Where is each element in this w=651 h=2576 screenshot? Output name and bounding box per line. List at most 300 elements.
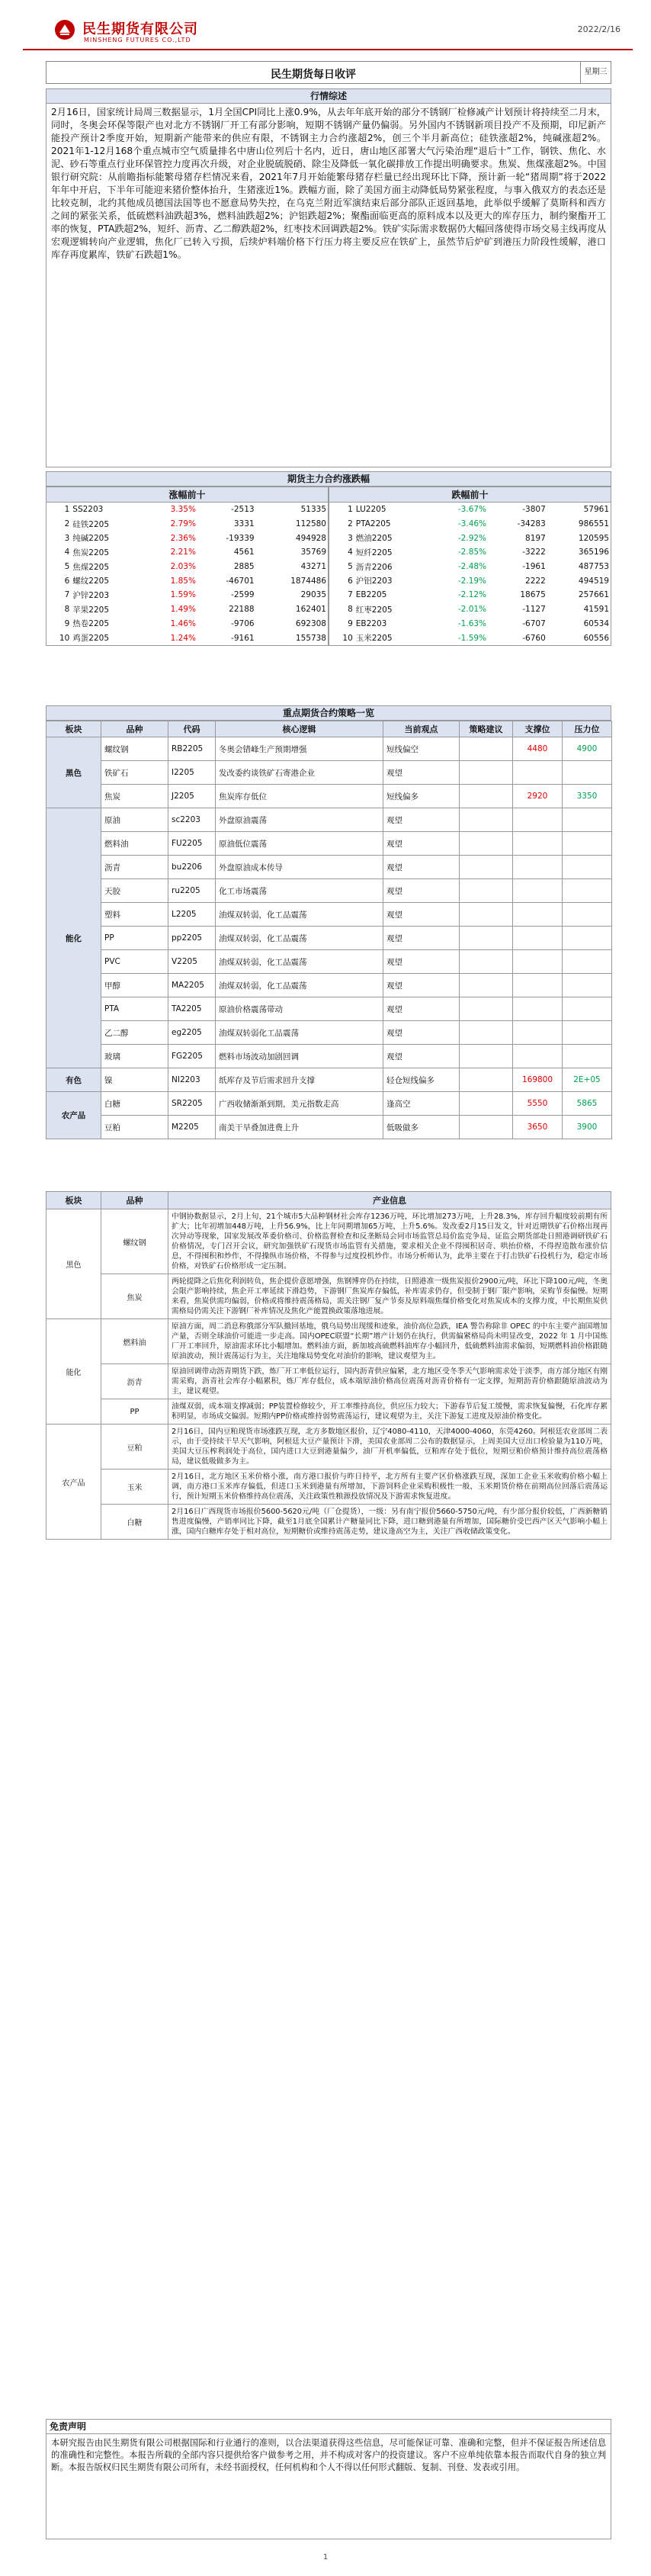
- sector-cell: 农产品: [46, 1092, 101, 1139]
- contract-code: 沪铝2203: [355, 577, 393, 586]
- position-change: -34283: [517, 519, 546, 529]
- strategy-row: [46, 997, 612, 1021]
- strategy-advice: [460, 856, 513, 879]
- ranking-row: [329, 503, 611, 517]
- strategy-row: [46, 1021, 612, 1045]
- pct-change: -2.48%: [457, 562, 487, 572]
- pct-change: 1.85%: [170, 576, 196, 586]
- rank-number: 8: [64, 605, 70, 615]
- contract-code: M2205: [168, 1116, 216, 1139]
- support-level: [513, 974, 563, 997]
- open-interest: 35769: [300, 548, 326, 557]
- strategy-row: [46, 856, 612, 879]
- support-level: [513, 879, 563, 903]
- strategy-row: [46, 1116, 612, 1139]
- rank-number: 6: [64, 576, 70, 586]
- sector-cell: 有色: [46, 1068, 101, 1092]
- rank-number: 1: [64, 505, 70, 515]
- pct-change: 1.46%: [170, 618, 196, 628]
- support-level: 5550: [513, 1092, 563, 1116]
- summary-text: 2月16日，国家统计局周三数据显示，1月全国CPI同比上涨0.9%，从去年年底开始的部分不锈钢厂检修减产计划预计将持续至二月末，同时，冬奥会环保等限产也对北方不锈钢厂开工有部分影响，短期不锈钢产量仍偏弱。另外国内不锈钢新项目投产不及预期，印尼新产能投产预计2季度开始，短期新产能带来的供应有限，不锈钢主力合约涨超2%，创三个半月新高位；硅铁涨超2%，纯碱涨超2%。2021年1-12月168个重点城市空气质量排名中唐山位列后十名内，近日，唐山地区部署大气污染治理“退后十”工作，钢铁、焦化、水泥、砂石等重点行业环保管控力度再次升级，对企业脱硫脱硝、除尘及降低一氧化碳排放工作提出明确要求。焦炭、焦煤涨超2%。中国银行研究院：从前瞻指标能繁母猪存栏情况来看，2021年7月开始能繁母猪存栏量已经出现环比下降，预计新一轮“猪周期”将于2022年年中开启，下半年可能迎来猪价整体抬升，生猪涨近1%。跌幅方面，除了美国方面主动降低局势紧张程度，与事入俄双方的表态还是比较克制，北约其他成员德国法国等也不愿意局势失控，在乌克兰附近军演结束后部分部队正返回基地，此举似乎缓解了莫斯科和西方之间的紧张关系，低硫燃料油跌超3%，燃料油跌超2%；沪铝跌超2%；聚酯面临更高的原料成本以及更大的库存压力，制约聚酯开工率的恢复，PTA跌超2%，短纤、沥青、乙二醇跌超2%，红枣技术回调跌超2%。铁矿实际需求数据仍大幅回落使得市场交易主线再度从宏观逻辑转向产业逻辑，焦化厂已转入亏损，后续炉料端价格下行压力将主要反应在铁矿上，虽然节后炉矿到港压力阶段性缓解，港口库存再度累库，铁矿石跌超1%。: [46, 103, 611, 467]
- ranking-row: [46, 588, 328, 602]
- core-logic: 原油价格震荡带动: [216, 997, 383, 1021]
- strategy-advice: [460, 785, 513, 808]
- position-change: 22188: [229, 605, 255, 615]
- strategy-row: [46, 808, 612, 832]
- rank-number: 2: [348, 519, 353, 529]
- position-change: -3222: [522, 548, 546, 557]
- strategy-row: [46, 1068, 612, 1092]
- support-level: [513, 903, 563, 927]
- industry-text: 原油回调带动沥青期货下跌，炼厂开工率低位运行，国内沥青供应偏紧，北方地区受冬季天气影响需求处于淡季，南方部分地区有刚需采购，沥青社会库存小幅累积，炼厂库存低位，成本端原油价格高位震荡对沥青价格有一定支撑，短期沥青价格跟随原油波动为主，建议观望。: [168, 1364, 611, 1399]
- industry-row: [46, 1425, 611, 1469]
- ranking-row: [46, 545, 328, 560]
- strategy-row: [46, 785, 612, 808]
- contract-code: I2205: [168, 761, 216, 785]
- current-view: 观望: [383, 808, 460, 832]
- variety-name: PP: [101, 1399, 168, 1425]
- resistance-level: 4900: [563, 737, 612, 761]
- position-change: 8197: [525, 533, 546, 543]
- resistance-level: [563, 903, 612, 927]
- pct-change: 2.21%: [170, 548, 196, 557]
- strategy-row: [46, 974, 612, 997]
- rank-number: 7: [64, 590, 70, 600]
- disclaimer-header: 免责声明: [46, 2419, 611, 2434]
- ranking-row: [329, 573, 611, 588]
- industry-text: 原油方面，周二消息称俄部分军队撤回基地，俄乌局势出现缓和迹象，油价高位急跌，IEA 警告称除非 OPEC 的中东主要产油国增加产量，否则全球油价可能进一步走高。国内OPEC联盟“长期”增产计划仍在执行，供需偏紧格局尚未明显改变，2022 年 1 月中国炼厂开工率回升，原油需求环比小幅增加。燃料油方面，新加坡高硫燃料油库存小幅回升，低硫燃料油需求偏弱，短期燃料油价格跟随原油波动，预计震荡运行为主，关注地缘局势变化对油价的影响，建议观望为主。: [168, 1319, 611, 1364]
- strategy-column-header: 当前观点: [383, 721, 460, 737]
- resistance-level: 3350: [563, 785, 612, 808]
- core-logic: 冬奥会错峰生产预期增强: [216, 737, 383, 761]
- contract-code: 焦煤2205: [72, 562, 110, 572]
- ranking-row: [46, 602, 328, 617]
- support-level: [513, 1021, 563, 1045]
- strategy-advice: [460, 737, 513, 761]
- strategy-advice: [460, 997, 513, 1021]
- losers-table: [329, 503, 611, 645]
- current-view: 观望: [383, 1045, 460, 1068]
- contract-code: 螺纹2205: [72, 577, 110, 586]
- strategy-row: [46, 879, 612, 903]
- current-view: 观望: [383, 832, 460, 856]
- support-level: [513, 808, 563, 832]
- position-change: -9706: [231, 618, 255, 628]
- sector-cell: 能化: [46, 1319, 101, 1425]
- open-interest: 43271: [300, 562, 326, 572]
- open-interest: 487753: [578, 562, 609, 572]
- rank-number: 7: [348, 590, 353, 600]
- open-interest: 155738: [295, 633, 326, 643]
- contract-code: MA2205: [168, 974, 216, 997]
- core-logic: 油煤双转弱化工品震荡: [216, 1021, 383, 1045]
- rank-number: 5: [64, 562, 70, 572]
- contract-code: L2205: [168, 903, 216, 927]
- variety-name: 甲醇: [101, 974, 168, 997]
- strategy-table: [46, 721, 612, 1139]
- core-logic: 油煤双转弱，化工品震荡: [216, 927, 383, 950]
- industry-text: 两轮提降之后焦化利润转负，焦企提价意愿增强，焦钢博弈仍在持续，日照港准一级焦炭报价2900元/吨，环比下降100元/吨，冬奥会限产影响持续，焦企开工率延续下滑趋势，下游钢厂焦炭库存偏低，补库需求仍存，但受制于钢厂限产影响，采购节奏偏慢。短期来看，焦炭供需均偏弱，价格或将维持震荡格局，需关注钢厂复产节奏及原料端焦煤价格变化对焦炭成本的支撑力度，中长期焦炭供需格局仍需关注下游钢厂补库情况及焦化产能置换政策落地进展。: [168, 1274, 611, 1319]
- resistance-level: [563, 950, 612, 974]
- variety-name: 镍: [101, 1068, 168, 1092]
- resistance-level: [563, 974, 612, 997]
- contract-code: bu2206: [168, 856, 216, 879]
- variety-name: 天胶: [101, 879, 168, 903]
- industry-row: [46, 1209, 611, 1274]
- contract-code: SS2203: [72, 505, 104, 515]
- contract-code: TA2205: [168, 997, 216, 1021]
- open-interest: 120595: [578, 533, 609, 543]
- core-logic: 南美干旱叠加进费上升: [216, 1116, 383, 1139]
- variety-name: 铁矿石: [101, 761, 168, 785]
- support-level: [513, 832, 563, 856]
- strategy-advice: [460, 761, 513, 785]
- open-interest: 986551: [578, 519, 609, 529]
- sector-cell: 农产品: [46, 1425, 101, 1540]
- strategy-row: [46, 1045, 612, 1068]
- support-level: [513, 761, 563, 785]
- strategy-row: [46, 950, 612, 974]
- variety-name: PP: [101, 927, 168, 950]
- variety-name: 燃料油: [101, 1319, 168, 1364]
- contract-code: NI2203: [168, 1068, 216, 1092]
- strategy-row: [46, 903, 612, 927]
- ranking-row: [329, 545, 611, 560]
- core-logic: 外盘原油成本传导: [216, 856, 383, 879]
- ranking-row: [329, 602, 611, 617]
- resistance-level: [563, 927, 612, 950]
- open-interest: 41591: [583, 605, 609, 615]
- support-level: 3650: [513, 1116, 563, 1139]
- industry-column-header: 品种: [101, 1192, 168, 1209]
- weekday-label: 星期三: [580, 62, 611, 83]
- variety-name: 焦炭: [101, 785, 168, 808]
- pct-change: 2.03%: [170, 562, 196, 572]
- strategy-section-header: 重点期货合约策略一览: [46, 705, 611, 721]
- contract-code: sc2203: [168, 808, 216, 832]
- position-change: -3807: [522, 505, 546, 515]
- current-view: 观望: [383, 1021, 460, 1045]
- pct-change: -2.12%: [457, 590, 487, 600]
- industry-text: 2月16日广西现货市场报价5600-5620元/吨（厂仓提货），一级：另有南宁报价5660-5750元/吨，有少部分报价较低，广西新糖销售进度偏慢，产销率同比下降，截至1月底全国累计产糖量同比下降，进口糖到港量有所增加，国际糖价受巴西产区天气影响小幅上涨，国内白糖库存处于相对高位，短期糖价或维持震荡走势，建议逢高空为主，关注广西收储政策变化。: [168, 1505, 611, 1540]
- support-level: 2920: [513, 785, 563, 808]
- ranking-row: [329, 517, 611, 532]
- pct-change: -1.63%: [457, 618, 487, 628]
- contract-code: EB2203: [355, 618, 387, 628]
- industry-column-header: 产业信息: [168, 1192, 611, 1209]
- pct-change: 1.59%: [170, 590, 196, 600]
- strategy-advice: [460, 808, 513, 832]
- core-logic: 广西收储渐渐到期，美元指数走高: [216, 1092, 383, 1116]
- strategy-advice: [460, 1116, 513, 1139]
- pct-change: -2.19%: [457, 576, 487, 586]
- variety-name: 沥青: [101, 1364, 168, 1399]
- strategy-advice: [460, 1021, 513, 1045]
- ranking-row: [329, 631, 611, 645]
- strategy-advice: [460, 1092, 513, 1116]
- core-logic: 燃料市场波动加剧回调: [216, 1045, 383, 1068]
- contract-code: FU2205: [168, 832, 216, 856]
- contract-code: 玉米2205: [355, 634, 393, 644]
- industry-row: [46, 1505, 611, 1540]
- contract-code: pp2205: [168, 927, 216, 950]
- contract-code: ru2205: [168, 879, 216, 903]
- open-interest: 692308: [295, 618, 326, 628]
- contract-code: 沪锌2203: [72, 590, 110, 600]
- pct-change: -3.46%: [457, 519, 487, 529]
- resistance-level: [563, 761, 612, 785]
- gainers-table: [46, 503, 328, 645]
- variety-name: 沥青: [101, 856, 168, 879]
- rank-number: 4: [64, 548, 70, 557]
- ranking-row: [329, 588, 611, 602]
- resistance-level: [563, 856, 612, 879]
- resistance-level: [563, 808, 612, 832]
- ranking-row: [46, 573, 328, 588]
- variety-name: 白糖: [101, 1092, 168, 1116]
- support-level: [513, 997, 563, 1021]
- support-level: 169800: [513, 1068, 563, 1092]
- contract-code: 硅铁2205: [72, 519, 110, 529]
- ranking-row: [46, 517, 328, 532]
- pct-change: -1.59%: [457, 633, 487, 643]
- current-view: 逢高空: [383, 1092, 460, 1116]
- ranking-row: [329, 531, 611, 545]
- contract-code: 短纤2205: [355, 548, 393, 557]
- ranking-section-header: 期货主力合约涨跌幅: [46, 471, 611, 487]
- pct-change: -2.92%: [457, 533, 487, 543]
- contract-code: PTA2205: [355, 519, 391, 529]
- core-logic: 化工市场震荡: [216, 879, 383, 903]
- industry-text: 2月16日，北方地区玉米价格小涨，南方港口报价与昨日持平，北方所有主要产区价格涨跌互现，深加工企业玉米收购价格小幅上调，南方港口玉米库存偏低，但进口玉米到港量有所增加，下游饲料企业采购积极性一般，玉米期货价格在前期高位回落后震荡运行，预计短期玉米价格维持高位震荡，关注政策性粮源投放情况及下游需求恢复进度。: [168, 1469, 611, 1505]
- page-number: 1: [322, 2553, 329, 2562]
- current-view: 观望: [383, 856, 460, 879]
- core-logic: 油煤双转弱，化工品震荡: [216, 950, 383, 974]
- resistance-level: [563, 1045, 612, 1068]
- contract-code: 焦炭2205: [72, 548, 110, 557]
- strategy-advice: [460, 1068, 513, 1092]
- pct-change: -2.01%: [457, 605, 487, 615]
- strategy-row: [46, 832, 612, 856]
- variety-name: 玻璃: [101, 1045, 168, 1068]
- open-interest: 494519: [578, 576, 609, 586]
- contract-code: eg2205: [168, 1021, 216, 1045]
- position-change: -9161: [231, 633, 255, 643]
- strategy-advice: [460, 879, 513, 903]
- industry-text: 2月16日，国内豆粕现货市场涨跌互现，北方多数地区报价，辽宁4080-4110，天津4000-4060，东莞4260。阿根廷农业部周二表示，由于受持续干旱天气影响，阿根廷大豆产量预计下滑，美国农业部周二公布的数据显示，上周美国大豆出口检验量为110万吨，美国大豆压榨利润处于高位，国内进口大豆到港量偏少，油厂开机率偏低，豆粕库存处于低位，短期豆粕价格预计维持高位震荡格局，建议低吸做多为主。: [168, 1425, 611, 1469]
- industry-row: [46, 1274, 611, 1319]
- open-interest: 29035: [300, 590, 326, 600]
- rank-number: 3: [64, 533, 70, 543]
- support-level: [513, 1045, 563, 1068]
- title-bar: [46, 61, 611, 84]
- resistance-level: [563, 832, 612, 856]
- current-view: 观望: [383, 879, 460, 903]
- support-level: [513, 950, 563, 974]
- open-interest: 162401: [295, 605, 326, 615]
- contract-code: LU2205: [355, 505, 386, 515]
- industry-text: 中钢协数据显示，2月上旬，21个城市5大品种钢材社会库存1236万吨，环比增加273万吨，上升28.3%，库存回升幅度较前期有所扩大；比年初增加448万吨，上升56.9%，比上年同期增加65万吨，上升5.6%。发改委2月15日发文，针对近期铁矿石价格出现再次异动等现象，国家发展改革委价格司、价格监督检查和反垄断局会同市场监管总局价监竞争局、证监会期货部赴日照港调研铁矿石价格情况，专门召开会议，研究加强铁矿石现货市场监管有关措施，要求相关企业不得囤积居奇、哄抬价格，不得捏造散布涨价信息，不得囤积和炒作，不得操纵市场价格，不得参与过度投机炒作。市场分析师认为，此举主要在于打击铁矿石投机行为，稳定市场价格，对铁矿石价格形成一定压制。: [168, 1209, 611, 1274]
- open-interest: 1874486: [290, 576, 326, 586]
- report-title: 民生期货每日收评: [271, 69, 356, 81]
- industry-row: [46, 1399, 611, 1425]
- open-interest: 257661: [578, 590, 609, 600]
- strategy-column-header: 品种: [101, 721, 168, 737]
- variety-name: 塑料: [101, 903, 168, 927]
- open-interest: 57961: [583, 505, 609, 515]
- core-logic: 焦炭库存低位: [216, 785, 383, 808]
- strategy-column-header: 支撑位: [513, 721, 563, 737]
- resistance-level: [563, 997, 612, 1021]
- resistance-level: 3900: [563, 1116, 612, 1139]
- current-view: 轻仓短线偏多: [383, 1068, 460, 1092]
- ranking-row: [329, 560, 611, 574]
- core-logic: 发改委约谈铁矿石寄港企业: [216, 761, 383, 785]
- contract-code: FG2205: [168, 1045, 216, 1068]
- pct-change: 1.49%: [170, 605, 196, 615]
- variety-name: 乙二醇: [101, 1021, 168, 1045]
- current-view: 短线偏空: [383, 737, 460, 761]
- strategy-advice: [460, 950, 513, 974]
- strategy-advice: [460, 927, 513, 950]
- position-change: 3331: [233, 519, 255, 529]
- rank-number: 1: [348, 505, 353, 515]
- core-logic: 油煤双转弱，化工品震荡: [216, 974, 383, 997]
- contract-code: V2205: [168, 950, 216, 974]
- strategy-row: [46, 761, 612, 785]
- position-change: 18675: [520, 590, 546, 600]
- strategy-row: [46, 737, 612, 761]
- industry-text: 油煤双弱，成本端支撑减弱；PP装置检修较少，开工率维持高位，供应压力较大；下游春节后复工缓慢，需求恢复偏慢，石化库存累积明显，市场成交偏弱。短期内PP价格或维持弱势震荡运行，建议观望为主，关注下游复工进度及原油价格变化。: [168, 1399, 611, 1425]
- strategy-column-header: 代码: [168, 721, 216, 737]
- resistance-level: 2E+05: [563, 1068, 612, 1092]
- sector-cell: 能化: [46, 808, 101, 1068]
- contract-code: 苹果2205: [72, 605, 110, 615]
- open-interest: 112580: [295, 519, 326, 529]
- support-level: [513, 927, 563, 950]
- resistance-level: 5865: [563, 1092, 612, 1116]
- pct-change: -3.67%: [457, 505, 487, 515]
- rank-number: 4: [348, 548, 353, 557]
- variety-name: 焦炭: [101, 1274, 168, 1319]
- disclaimer-text: 本研究报告由民生期货有限公司根据国际和行业通行的准则，以合法渠道获得这些信息，尽可能保证可靠、准确和完整，但并不保证报告所述信息的准确性和完整性。本报告所载的全部内容只提供给客户做参考之用，并不构成对客户的投资建议。客户不应单纯依靠本报告而取代自身的独立判断。本报告版权归民生期货有限公司所有，未经书面授权，任何机构和个人不得以任何形式翻版、复制、刊登、发表或引用。: [46, 2434, 611, 2539]
- core-logic: 纸库存及节后需求回升支撑: [216, 1068, 383, 1092]
- current-view: 观望: [383, 903, 460, 927]
- company-logo-icon: [53, 18, 76, 41]
- pct-change: 2.79%: [170, 519, 196, 529]
- contract-code: 纯碱2205: [72, 534, 110, 544]
- variety-name: 原油: [101, 808, 168, 832]
- company-name-cn: 民生期货有限公司: [82, 21, 198, 37]
- contract-code: 沥青2206: [355, 562, 393, 572]
- strategy-advice: [460, 974, 513, 997]
- variety-name: 白糖: [101, 1505, 168, 1540]
- pct-change: 2.36%: [170, 533, 196, 543]
- ranking-row: [46, 503, 328, 517]
- variety-name: 豆粕: [101, 1425, 168, 1469]
- report-date: 2022/2/16: [577, 24, 621, 34]
- open-interest: 365196: [578, 548, 609, 557]
- contract-code: J2205: [168, 785, 216, 808]
- resistance-level: [563, 1021, 612, 1045]
- strategy-column-header: 压力位: [563, 721, 612, 737]
- contract-code: SR2205: [168, 1092, 216, 1116]
- strategy-advice: [460, 1045, 513, 1068]
- variety-name: PTA: [101, 997, 168, 1021]
- variety-name: 豆粕: [101, 1116, 168, 1139]
- position-change: -1961: [522, 562, 546, 572]
- ranking-row: [46, 617, 328, 631]
- support-level: [513, 856, 563, 879]
- position-change: -2599: [231, 590, 255, 600]
- position-change: -6760: [522, 633, 546, 643]
- open-interest: 494928: [295, 533, 326, 543]
- losers-header: 跌幅前十: [329, 487, 611, 503]
- gainers-panel: [46, 487, 329, 646]
- contract-code: 燃油2205: [355, 534, 393, 544]
- contract-code: 热卷2205: [72, 619, 110, 629]
- sector-cell: 黑色: [46, 1209, 101, 1319]
- rank-number: 2: [64, 519, 70, 529]
- contract-code: 红枣2205: [355, 605, 393, 615]
- report-header: [23, 14, 633, 50]
- ranking-row: [46, 531, 328, 545]
- rank-number: 10: [59, 633, 70, 643]
- strategy-advice: [460, 832, 513, 856]
- industry-row: [46, 1469, 611, 1505]
- position-change: 2885: [233, 562, 255, 572]
- variety-name: 燃料油: [101, 832, 168, 856]
- current-view: 观望: [383, 974, 460, 997]
- strategy-advice: [460, 903, 513, 927]
- current-view: 观望: [383, 927, 460, 950]
- position-change: -1127: [522, 605, 546, 615]
- pct-change: -2.85%: [457, 548, 487, 557]
- gainers-header: 涨幅前十: [46, 487, 328, 503]
- industry-table: [46, 1191, 611, 1540]
- current-view: 低吸做多: [383, 1116, 460, 1139]
- ranking-row: [46, 560, 328, 574]
- strategy-column-header: 策略建议: [460, 721, 513, 737]
- pct-change: 1.24%: [170, 633, 196, 643]
- losers-panel: [329, 487, 611, 646]
- contract-code: 鸡蛋2205: [72, 634, 110, 644]
- current-view: 短线偏多: [383, 785, 460, 808]
- variety-name: 玉米: [101, 1469, 168, 1505]
- sector-cell: 黑色: [46, 737, 101, 808]
- variety-name: 螺纹钢: [101, 1209, 168, 1274]
- rank-number: 9: [64, 618, 70, 628]
- pct-change: 3.35%: [170, 505, 196, 515]
- strategy-column-header: 板块: [46, 721, 101, 737]
- open-interest: 60556: [583, 633, 609, 643]
- rank-number: 8: [348, 605, 353, 615]
- current-view: 观望: [383, 997, 460, 1021]
- strategy-column-header: 核心逻辑: [216, 721, 383, 737]
- current-view: 观望: [383, 950, 460, 974]
- position-change: -6707: [522, 618, 546, 628]
- summary-section-header: 行情综述: [46, 88, 611, 104]
- core-logic: 原油低位震荡: [216, 832, 383, 856]
- position-change: 2222: [525, 576, 546, 586]
- resistance-level: [563, 879, 612, 903]
- contract-code: RB2205: [168, 737, 216, 761]
- variety-name: PVC: [101, 950, 168, 974]
- support-level: 4480: [513, 737, 563, 761]
- rank-number: 3: [348, 533, 353, 543]
- industry-row: [46, 1319, 611, 1364]
- industry-column-header: 板块: [46, 1192, 101, 1209]
